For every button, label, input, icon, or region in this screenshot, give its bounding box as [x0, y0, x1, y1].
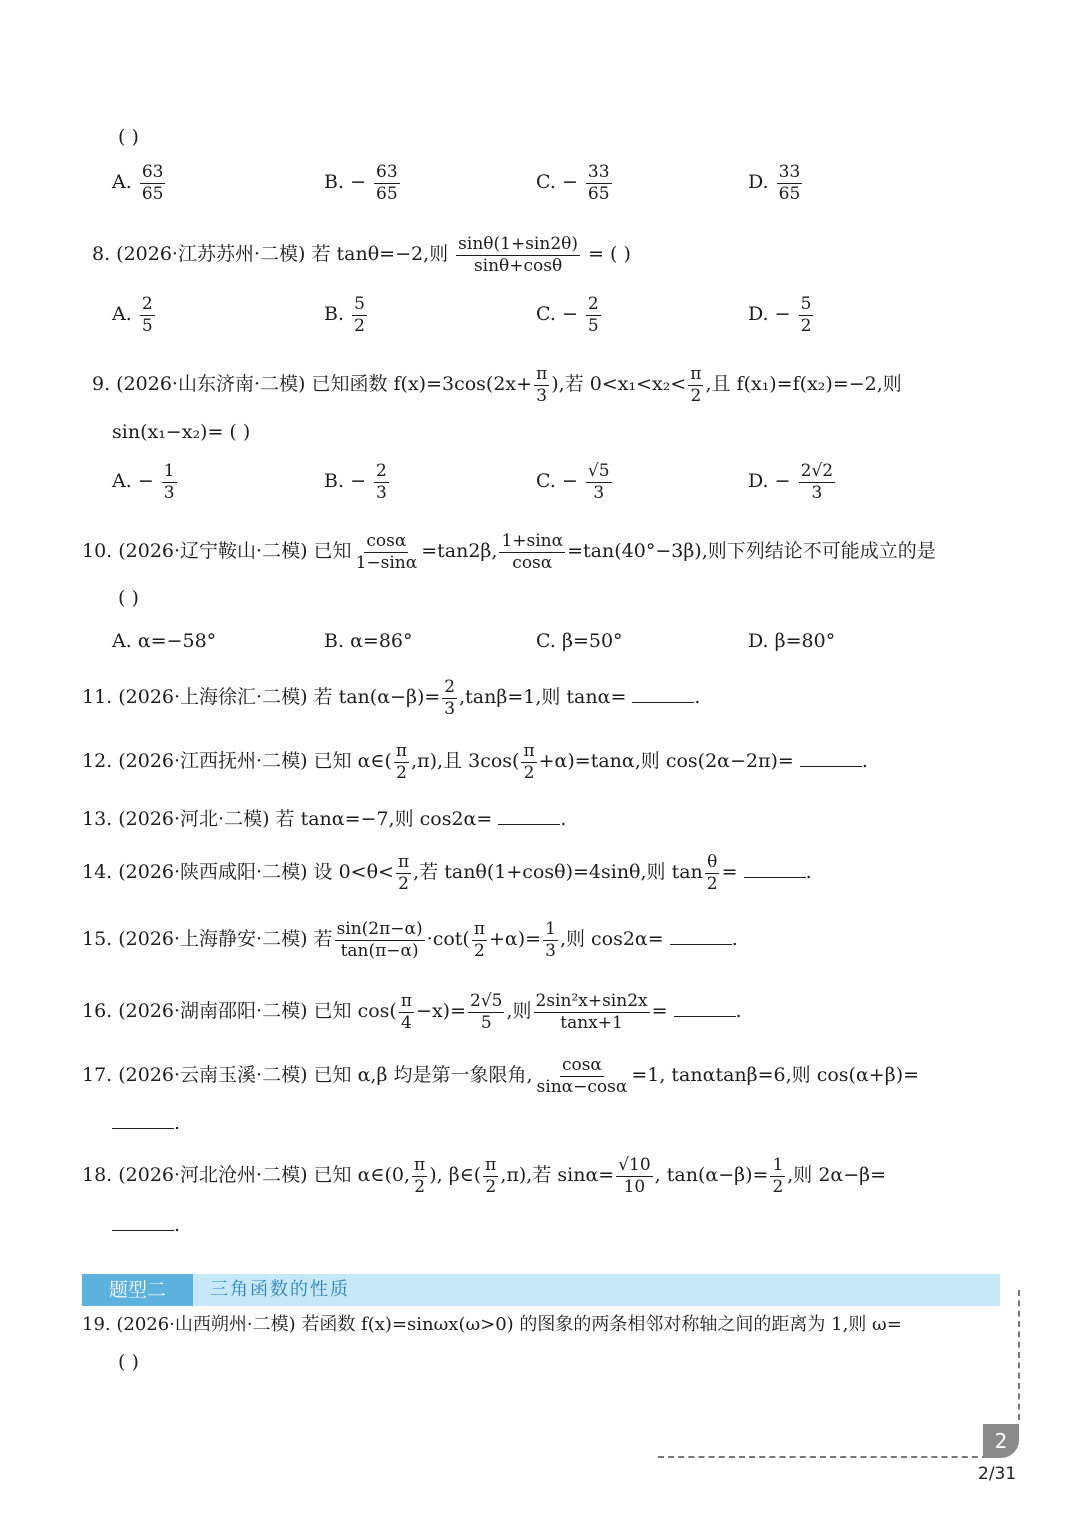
- answer-blank[interactable]: [632, 686, 694, 703]
- page-counter: 2/31: [978, 1464, 1017, 1484]
- question-15: 15. (2026·上海静安·二模) 若 $\frac{\sin(2\pi-\alpha)}{\tan(\pi-\alpha)}$ ·cot( $\frac{\pi}{2}$ +α)= $\frac{1}{3}$ ,则 cos2α= .: [82, 919, 738, 961]
- q10-option-d: D. β=80°: [748, 630, 836, 652]
- question-9-line2: sin(x₁−x₂)= ( ): [112, 421, 251, 443]
- question-14: 14. (2026·陕西咸阳·二模) 设 0<θ< $\frac{\pi}{2}$ ,若 tanθ(1+cosθ)=4sinθ,则 tan $\frac{\theta}{2}$ = .: [82, 852, 812, 894]
- answer-blank[interactable]: [112, 1112, 174, 1129]
- q9-option-b: B. − $\frac{2}{3}$: [324, 461, 387, 503]
- answer-blank[interactable]: [112, 1214, 174, 1231]
- page-number-badge: 2: [983, 1424, 1019, 1458]
- q9-option-d: D. − $\frac{2√2}{3}$: [748, 461, 834, 503]
- q8-option-d: D. − $\frac{5}{2}$: [748, 294, 812, 336]
- question-19-line2: ( ): [118, 1351, 139, 1373]
- answer-blank[interactable]: [800, 750, 862, 767]
- section-header: [82, 1274, 1000, 1306]
- footer-divider: [658, 1456, 988, 1458]
- answer-blank[interactable]: [674, 1000, 736, 1017]
- question-13: 13. (2026·河北·二模) 若 tanα=−7,则 cos2α= .: [82, 808, 567, 830]
- q7-option-c: C. − $\frac{33}{65}$: [536, 162, 610, 204]
- question-11: 11. (2026·上海徐汇·二模) 若 tan(α−β)= $\frac{2}{3}$ ,tanβ=1,则 tanα= .: [82, 677, 701, 719]
- question-12: 12. (2026·江西抚州·二模) 已知 α∈( $\frac{\pi}{2}$ ,π),且 3cos( $\frac{\pi}{2}$ +α)=tanα,则 cos(2α−2π)= .: [82, 741, 868, 783]
- q10-option-c: C. β=50°: [536, 630, 623, 652]
- question-19: 19. (2026·山西朔州·二模) 若函数 f(x)=sinωx(ω>0) 的图象的两条相邻对称轴之间的距离为 1,则 ω=: [82, 1314, 902, 1335]
- question-18: 18. (2026·河北沧州·二模) 已知 α∈(0, $\frac{\pi}{2}$ ), β∈( $\frac{\pi}{2}$ ,π),若 sinα= $\frac{√10}{10}$ , tan(α−β)= $\frac{1}{2}$ ,则 2α−β=: [82, 1155, 887, 1197]
- q7-option-b: B. − $\frac{63}{65}$: [324, 162, 398, 204]
- q7-answer-paren: ( ): [118, 126, 139, 148]
- answer-blank[interactable]: [498, 808, 560, 825]
- question-17-line2: .: [112, 1112, 180, 1133]
- question-17: 17. (2026·云南玉溪·二模) 已知 α,β 均是第一象限角, $\frac{\cos\alpha}{\sin\alpha-\cos\alpha}$ =1, tanαtanβ=6,则 cos(α+β)=: [82, 1055, 920, 1097]
- answer-blank[interactable]: [744, 861, 806, 878]
- question-9: 9. (2026·山东济南·二模) 已知函数 f(x)=3cos(2x+ $\frac{\pi}{3}$ ),若 0<x₁<x₂< $\frac{\pi}{2}$ ,且 f(x₁)=f(x₂)=−2,则: [92, 364, 902, 406]
- answer-blank[interactable]: [670, 928, 732, 945]
- section-title: 三角函数的性质: [210, 1279, 350, 1300]
- q7-option-d: D. $\frac{33}{65}$: [748, 162, 801, 204]
- q10-option-a: A. α=−58°: [112, 630, 217, 652]
- page-border-dashed: [1018, 1290, 1020, 1420]
- q10-option-b: B. α=86°: [324, 630, 413, 652]
- question-10-line2: ( ): [118, 587, 139, 609]
- q9-option-c: C. − $\frac{√5}{3}$: [536, 461, 610, 503]
- question-10: 10. (2026·辽宁鞍山·二模) 已知 $\frac{\cos\alpha}{1-\sin\alpha}$ =tan2β, $\frac{1+\sin\alpha}{\cos\alpha}$ =tan(40°−3β),则下列结论不可能成立的是: [82, 531, 936, 573]
- q8-option-b: B. $\frac{5}{2}$: [324, 294, 365, 336]
- question-16: 16. (2026·湖南邵阳·二模) 已知 cos( $\frac{\pi}{4}$ −x)= $\frac{2√5}{5}$ ,则 $\frac{\text{2sin²x+sin2x}}{\tan x+1}$ = .: [82, 991, 742, 1033]
- q9-option-a: A. − $\frac{1}{3}$: [112, 461, 175, 503]
- section-tag: 题型二: [82, 1274, 193, 1306]
- q8-option-c: C. − $\frac{2}{5}$: [536, 294, 599, 336]
- q8-option-a: A. $\frac{2}{5}$: [112, 294, 153, 336]
- q7-option-a: A. $\frac{63}{65}$: [112, 162, 164, 204]
- question-18-line2: .: [112, 1214, 180, 1235]
- question-8: 8. (2026·江苏苏州·二模) 若 tanθ=−2,则 $\frac{\sin\theta(1+\sin 2\theta)}{\sin\theta+\cos\theta}$ = ( ): [92, 234, 631, 276]
